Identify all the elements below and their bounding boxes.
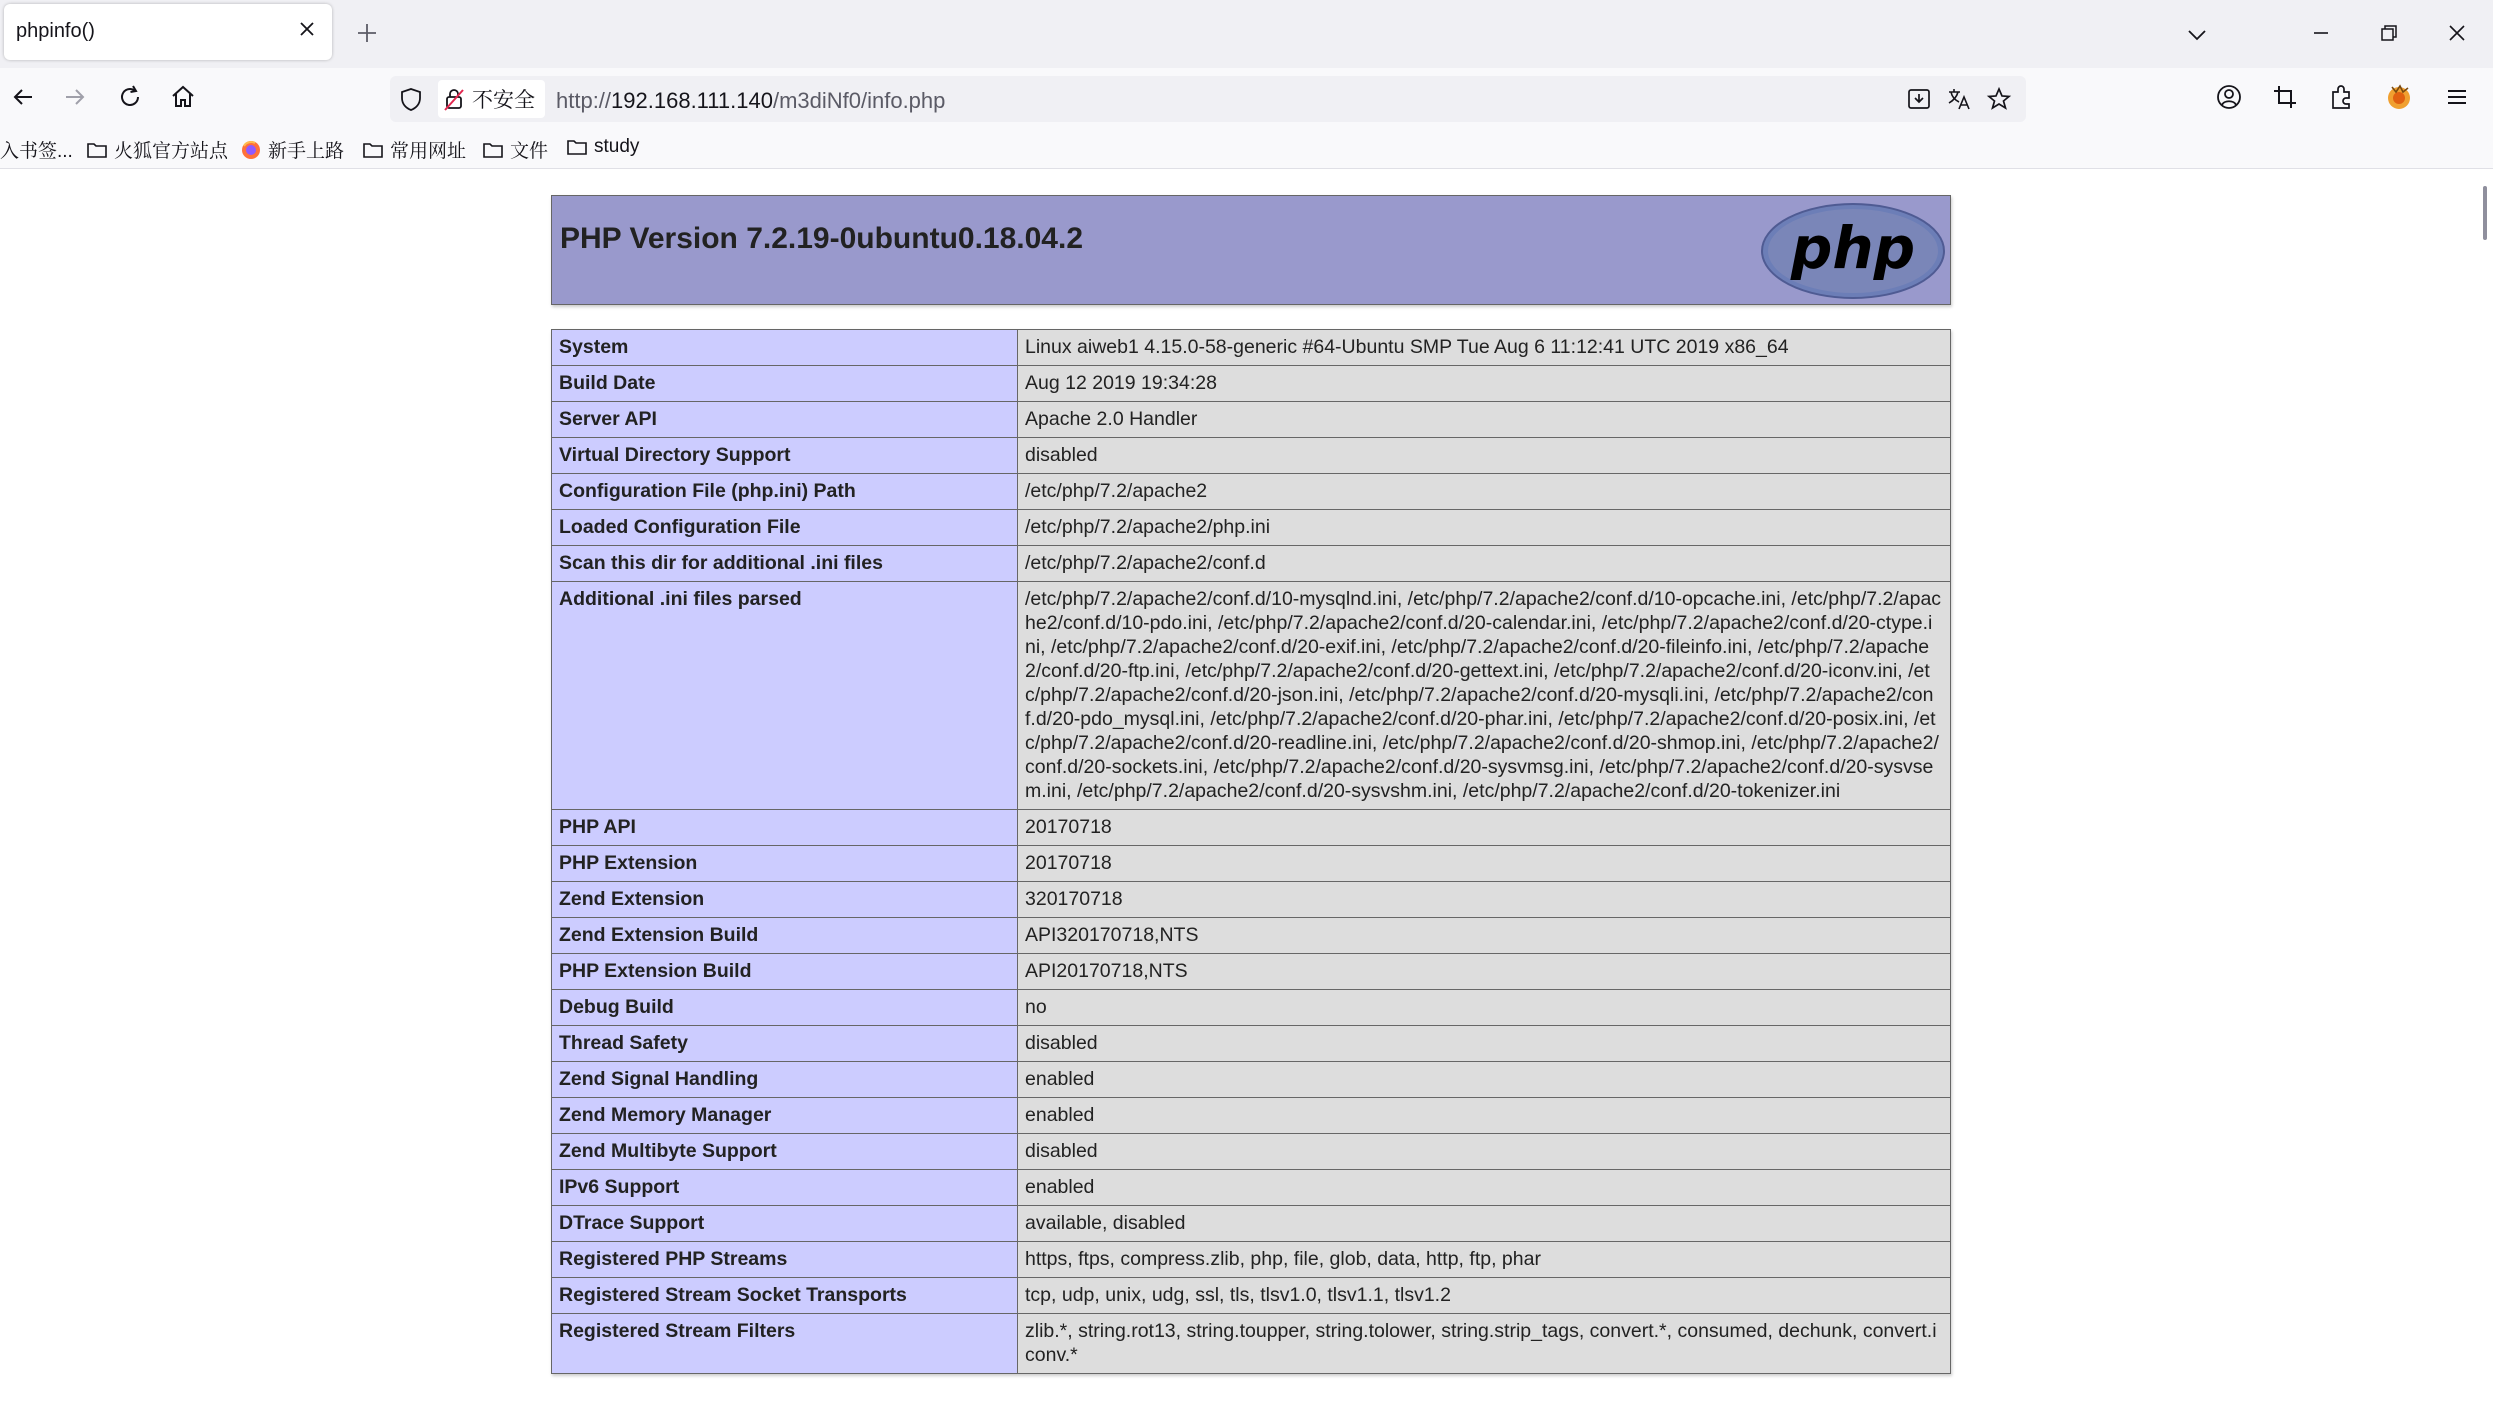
setting-value: disabled [1018, 1134, 1951, 1170]
setting-value: API320170718,NTS [1018, 918, 1951, 954]
setting-name: PHP Extension [552, 846, 1018, 882]
setting-name: PHP Extension Build [552, 954, 1018, 990]
setting-value: 20170718 [1018, 846, 1951, 882]
setting-name: DTrace Support [552, 1206, 1018, 1242]
bookmark-folder-study[interactable] [566, 136, 639, 158]
bookmark-star-icon[interactable] [1986, 86, 2012, 112]
bookmark-import[interactable] [0, 136, 73, 163]
table-row [552, 1278, 1951, 1314]
table-row [552, 1170, 1951, 1206]
insecure-lock-icon [442, 86, 466, 112]
setting-name: Registered Stream Socket Transports [552, 1278, 1018, 1314]
bookmark-label: 新手上路 [268, 141, 345, 162]
table-row [552, 1026, 1951, 1062]
php-logo[interactable] [1760, 202, 1946, 300]
scrollbar-thumb[interactable] [2483, 186, 2487, 240]
minimize-icon[interactable] [2308, 20, 2334, 46]
setting-value: https, ftps, compress.zlib, php, file, glob, data, http, ftp, phar [1018, 1242, 1951, 1278]
bookmark-label: 文件 [510, 141, 549, 162]
setting-name: PHP API [552, 810, 1018, 846]
table-row [552, 1098, 1951, 1134]
chevron-down-icon[interactable] [2184, 22, 2210, 48]
setting-value: 20170718 [1018, 810, 1951, 846]
page-content [8, 170, 2478, 1421]
firefox-extension-icon[interactable] [2384, 82, 2414, 112]
extensions-icon[interactable] [2327, 82, 2357, 112]
table-row [552, 846, 1951, 882]
table-row [552, 918, 1951, 954]
setting-value: /etc/php/7.2/apache2/conf.d [1018, 546, 1951, 582]
url-text[interactable] [556, 88, 945, 114]
setting-name: Registered Stream Filters [552, 1314, 1018, 1374]
tab-title: phpinfo() [16, 20, 95, 42]
setting-value: 320170718 [1018, 882, 1951, 918]
bookmark-folder-files[interactable] [482, 136, 548, 163]
table-row [552, 990, 1951, 1026]
setting-name: Additional .ini files parsed [552, 582, 1018, 810]
php-info-table [551, 329, 1951, 1374]
table-row [552, 1062, 1951, 1098]
url-scheme: http:// [556, 88, 612, 113]
setting-value: /etc/php/7.2/apache2/php.ini [1018, 510, 1951, 546]
setting-value: /etc/php/7.2/apache2/conf.d/10-mysqlnd.ini, /etc/php/7.2/apache2/conf.d/10-opcache.ini, /etc/php/7.2/apache2/conf.d/10-pdo.ini, /etc/php/7.2/apache2/conf.d/20-calendar.ini, /etc/php/7.2/apache2/conf.d/20-ctype.ini, /etc/php/7.2/apache2/conf.d/20-exif.ini, /etc/php/7.2/apache2/conf.d/20-fileinfo.ini, /etc/php/7.2/apache2/conf.d/20-ftp.ini, /etc/php/7.2/apache2/conf.d/20-gettext.ini, /etc/php/7.2/apache2/conf.d/20-iconv.ini, /etc/php/7.2/apache2/conf.d/20-json.ini, /etc/php/7.2/apache2/conf.d/20-mysqli.ini, /etc/php/7.2/apache2/conf.d/20-pdo_mysql.ini, /etc/php/7.2/apache2/conf.d/20-phar.ini, /etc/php/7.2/apache2/conf.d/20-posix.ini, /etc/php/7.2/apache2/conf.d/20-readline.ini, /etc/php/7.2/apache2/conf.d/20-shmop.ini, /etc/php/7.2/apache2/conf.d/20-sockets.ini, /etc/php/7.2/apache2/conf.d/20-sysvmsg.ini, /etc/php/7.2/apache2/conf.d/20-sysvsem.ini, /etc/php/7.2/apache2/conf.d/20-sysvshm.ini, /etc/php/7.2/apache2/conf.d/20-tokenizer.ini [1018, 582, 1951, 810]
setting-value: Aug 12 2019 19:34:28 [1018, 366, 1951, 402]
table-row [552, 510, 1951, 546]
setting-value: available, disabled [1018, 1206, 1951, 1242]
table-row [552, 330, 1951, 366]
menu-icon[interactable] [2442, 82, 2472, 112]
back-icon[interactable] [8, 82, 38, 112]
save-to-pocket-icon[interactable] [1906, 86, 1932, 112]
php-version-header [551, 195, 1951, 305]
address-bar[interactable] [390, 76, 2026, 122]
setting-value: /etc/php/7.2/apache2 [1018, 474, 1951, 510]
setting-value: disabled [1018, 1026, 1951, 1062]
table-row [552, 546, 1951, 582]
setting-value: enabled [1018, 1098, 1951, 1134]
setting-name: Thread Safety [552, 1026, 1018, 1062]
setting-name: Virtual Directory Support [552, 438, 1018, 474]
table-row [552, 1206, 1951, 1242]
setting-value: enabled [1018, 1170, 1951, 1206]
table-row [552, 438, 1951, 474]
table-row [552, 882, 1951, 918]
reload-icon[interactable] [115, 82, 145, 112]
setting-name: Debug Build [552, 990, 1018, 1026]
tab-phpinfo[interactable] [4, 4, 332, 60]
bookmarks-toolbar [0, 130, 2493, 169]
bookmark-folder-firefox-sites[interactable] [86, 136, 228, 163]
setting-name: IPv6 Support [552, 1170, 1018, 1206]
folder-icon [362, 140, 384, 160]
setting-value: API20170718,NTS [1018, 954, 1951, 990]
url-host: 192.168.111.140 [611, 88, 773, 113]
setting-value: Linux aiweb1 4.15.0-58-generic #64-Ubuntu SMP Tue Aug 6 11:12:41 UTC 2019 x86_64 [1018, 330, 1951, 366]
bookmark-getting-started[interactable] [240, 136, 344, 163]
page-title: PHP Version 7.2.19-0ubuntu0.18.04.2 [560, 222, 1084, 255]
setting-value: disabled [1018, 438, 1951, 474]
table-row [552, 366, 1951, 402]
table-row [552, 402, 1951, 438]
home-icon[interactable] [168, 82, 198, 112]
restore-window-icon[interactable] [2376, 20, 2402, 46]
setting-value: zlib.*, string.rot13, string.toupper, string.tolower, string.strip_tags, convert.*, consumed, dechunk, convert.iconv.* [1018, 1314, 1951, 1374]
folder-icon [482, 140, 504, 160]
bookmark-label: 火狐官方站点 [114, 141, 229, 162]
setting-name: System [552, 330, 1018, 366]
tab-strip [0, 0, 2493, 68]
shield-icon[interactable] [398, 86, 424, 112]
setting-name: Zend Multibyte Support [552, 1134, 1018, 1170]
folder-icon [566, 137, 588, 157]
navigation-toolbar [0, 68, 2493, 130]
setting-name: Zend Memory Manager [552, 1098, 1018, 1134]
folder-icon [86, 140, 108, 160]
table-row [552, 954, 1951, 990]
insecure-label: 不安全 [472, 89, 535, 112]
table-row [552, 1134, 1951, 1170]
bookmark-folder-common-urls[interactable] [362, 136, 466, 163]
bookmark-label: study [594, 136, 640, 157]
setting-name: Zend Signal Handling [552, 1062, 1018, 1098]
close-window-icon[interactable] [2444, 20, 2470, 46]
setting-name: Scan this dir for additional .ini files [552, 546, 1018, 582]
setting-name: Zend Extension [552, 882, 1018, 918]
vertical-scrollbar[interactable] [2478, 170, 2493, 1421]
bookmark-label: 入书签... [0, 141, 73, 162]
screenshot-crop-icon[interactable] [2270, 82, 2300, 112]
setting-value: tcp, udp, unix, udg, ssl, tls, tlsv1.0, tlsv1.1, tlsv1.2 [1018, 1278, 1951, 1314]
setting-value: enabled [1018, 1062, 1951, 1098]
forward-icon[interactable] [60, 82, 90, 112]
table-row [552, 1242, 1951, 1278]
url-path: /m3diNf0/info.php [772, 88, 946, 113]
table-row [552, 474, 1951, 510]
setting-name: Zend Extension Build [552, 918, 1018, 954]
close-tab-icon[interactable] [296, 18, 318, 40]
account-icon[interactable] [2214, 82, 2244, 112]
php-logo-text: php [1790, 214, 1916, 282]
firefox-logo-icon [240, 140, 262, 160]
setting-name: Server API [552, 402, 1018, 438]
setting-name: Configuration File (php.ini) Path [552, 474, 1018, 510]
translate-icon[interactable] [1946, 86, 1972, 112]
setting-value: no [1018, 990, 1951, 1026]
setting-name: Build Date [552, 366, 1018, 402]
table-row [552, 582, 1951, 810]
connection-security-button[interactable] [438, 80, 545, 118]
bookmark-label: 常用网址 [390, 141, 467, 162]
setting-name: Registered PHP Streams [552, 1242, 1018, 1278]
setting-name: Loaded Configuration File [552, 510, 1018, 546]
table-row [552, 810, 1951, 846]
setting-value: Apache 2.0 Handler [1018, 402, 1951, 438]
table-row [552, 1314, 1951, 1374]
new-tab-icon[interactable] [354, 20, 380, 46]
